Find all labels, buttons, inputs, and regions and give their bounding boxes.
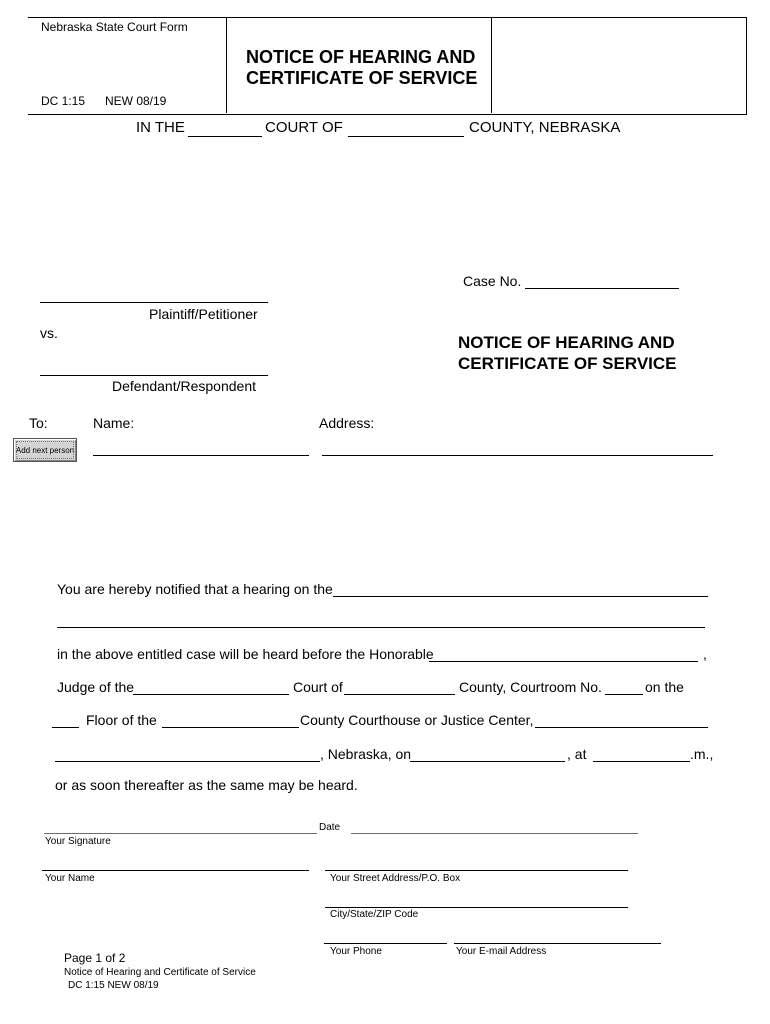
court-in-the: IN THE <box>136 119 185 136</box>
courtroom-no-field[interactable] <box>605 676 643 695</box>
court-county-label: COUNTY, NEBRASKA <box>469 119 621 136</box>
header-divider-right <box>491 17 492 113</box>
form-revision: NEW 08/19 <box>105 94 167 108</box>
nebraska-on-text: , Nebraska, on <box>320 746 412 762</box>
form-org-name: Nebraska State Court Form <box>41 20 188 34</box>
hearing-date-field[interactable] <box>410 743 565 762</box>
vs-label: vs. <box>40 325 58 341</box>
court-type-field[interactable] <box>188 118 262 137</box>
signature-date-field[interactable] <box>351 815 638 834</box>
at-text: , at <box>567 746 587 762</box>
county-name-field[interactable] <box>348 118 464 137</box>
case-title-line1: NOTICE OF HEARING AND <box>458 333 675 352</box>
courthouse-name-field[interactable] <box>535 709 708 728</box>
date-label: Date <box>319 822 341 833</box>
defendant-label: Defendant/Respondent <box>112 378 256 394</box>
court-of-text: Court of <box>293 679 343 695</box>
hearing-subject-field-2[interactable] <box>57 609 705 628</box>
city-field[interactable] <box>55 743 320 762</box>
hearing-subject-field[interactable] <box>333 578 708 597</box>
street-address-field[interactable] <box>325 852 628 871</box>
phone-label: Your Phone <box>330 946 382 957</box>
county-courtroom-text: County, Courtroom No. <box>459 679 602 695</box>
floor-field[interactable] <box>52 709 79 728</box>
your-signature-label: Your Signature <box>45 836 111 847</box>
judge-name-field[interactable] <box>429 643 698 662</box>
city-state-zip-label: City/State/ZIP Code <box>330 909 419 920</box>
street-address-label: Your Street Address/P.O. Box <box>330 873 461 884</box>
signature-field[interactable] <box>44 815 317 834</box>
judge-court-field[interactable] <box>133 676 289 695</box>
recipient-address-field[interactable] <box>322 437 713 456</box>
am-pm-text: .m., <box>690 746 714 762</box>
city-state-zip-field[interactable] <box>325 889 628 908</box>
to-label: To: <box>29 415 48 431</box>
name-label: Name: <box>93 415 135 431</box>
case-no-label: Case No. <box>463 273 522 289</box>
header-divider-left <box>226 17 227 113</box>
phone-field[interactable] <box>324 925 447 944</box>
on-the-text: on the <box>645 679 684 695</box>
courthouse-text: County Courthouse or Justice Center, <box>300 712 534 728</box>
floor-of-text: Floor of the <box>86 712 157 728</box>
defendant-field[interactable] <box>40 357 268 376</box>
header-title-line1: NOTICE OF HEARING AND <box>246 47 476 67</box>
courthouse-county-field[interactable] <box>162 709 299 728</box>
your-name-label: Your Name <box>45 873 95 884</box>
address-label: Address: <box>319 415 375 431</box>
add-next-person-button[interactable]: Add next person <box>13 438 77 462</box>
notice-comma: , <box>703 646 707 662</box>
header-title-line2: CERTIFICATE OF SERVICE <box>246 68 478 88</box>
hearing-time-field[interactable] <box>593 743 690 762</box>
notice-closing-text: or as soon thereafter as the same may be heard. <box>55 777 358 793</box>
plaintiff-label: Plaintiff/Petitioner <box>149 306 258 322</box>
email-field[interactable] <box>454 925 661 944</box>
footer-page-number: Page 1 of 2 <box>64 951 126 965</box>
hearing-county-field[interactable] <box>344 676 455 695</box>
your-name-field[interactable] <box>42 852 309 871</box>
footer-title: Notice of Hearing and Certificate of Service <box>64 967 256 978</box>
plaintiff-field[interactable] <box>40 284 268 303</box>
footer-form-id: DC 1:15 NEW 08/19 <box>68 980 159 991</box>
recipient-name-field[interactable] <box>93 437 309 456</box>
judge-of-label: Judge of the <box>57 679 135 695</box>
court-of-label: COURT OF <box>265 119 343 136</box>
form-id: DC 1:15 <box>41 94 86 108</box>
notice-line1: You are hereby notified that a hearing on the <box>57 581 333 597</box>
case-no-field[interactable] <box>525 270 679 289</box>
case-title-line2: CERTIFICATE OF SERVICE <box>458 354 677 373</box>
notice-honorable-text: in the above entitled case will be heard before the Honorable <box>57 646 434 662</box>
email-label: Your E-mail Address <box>456 946 547 957</box>
